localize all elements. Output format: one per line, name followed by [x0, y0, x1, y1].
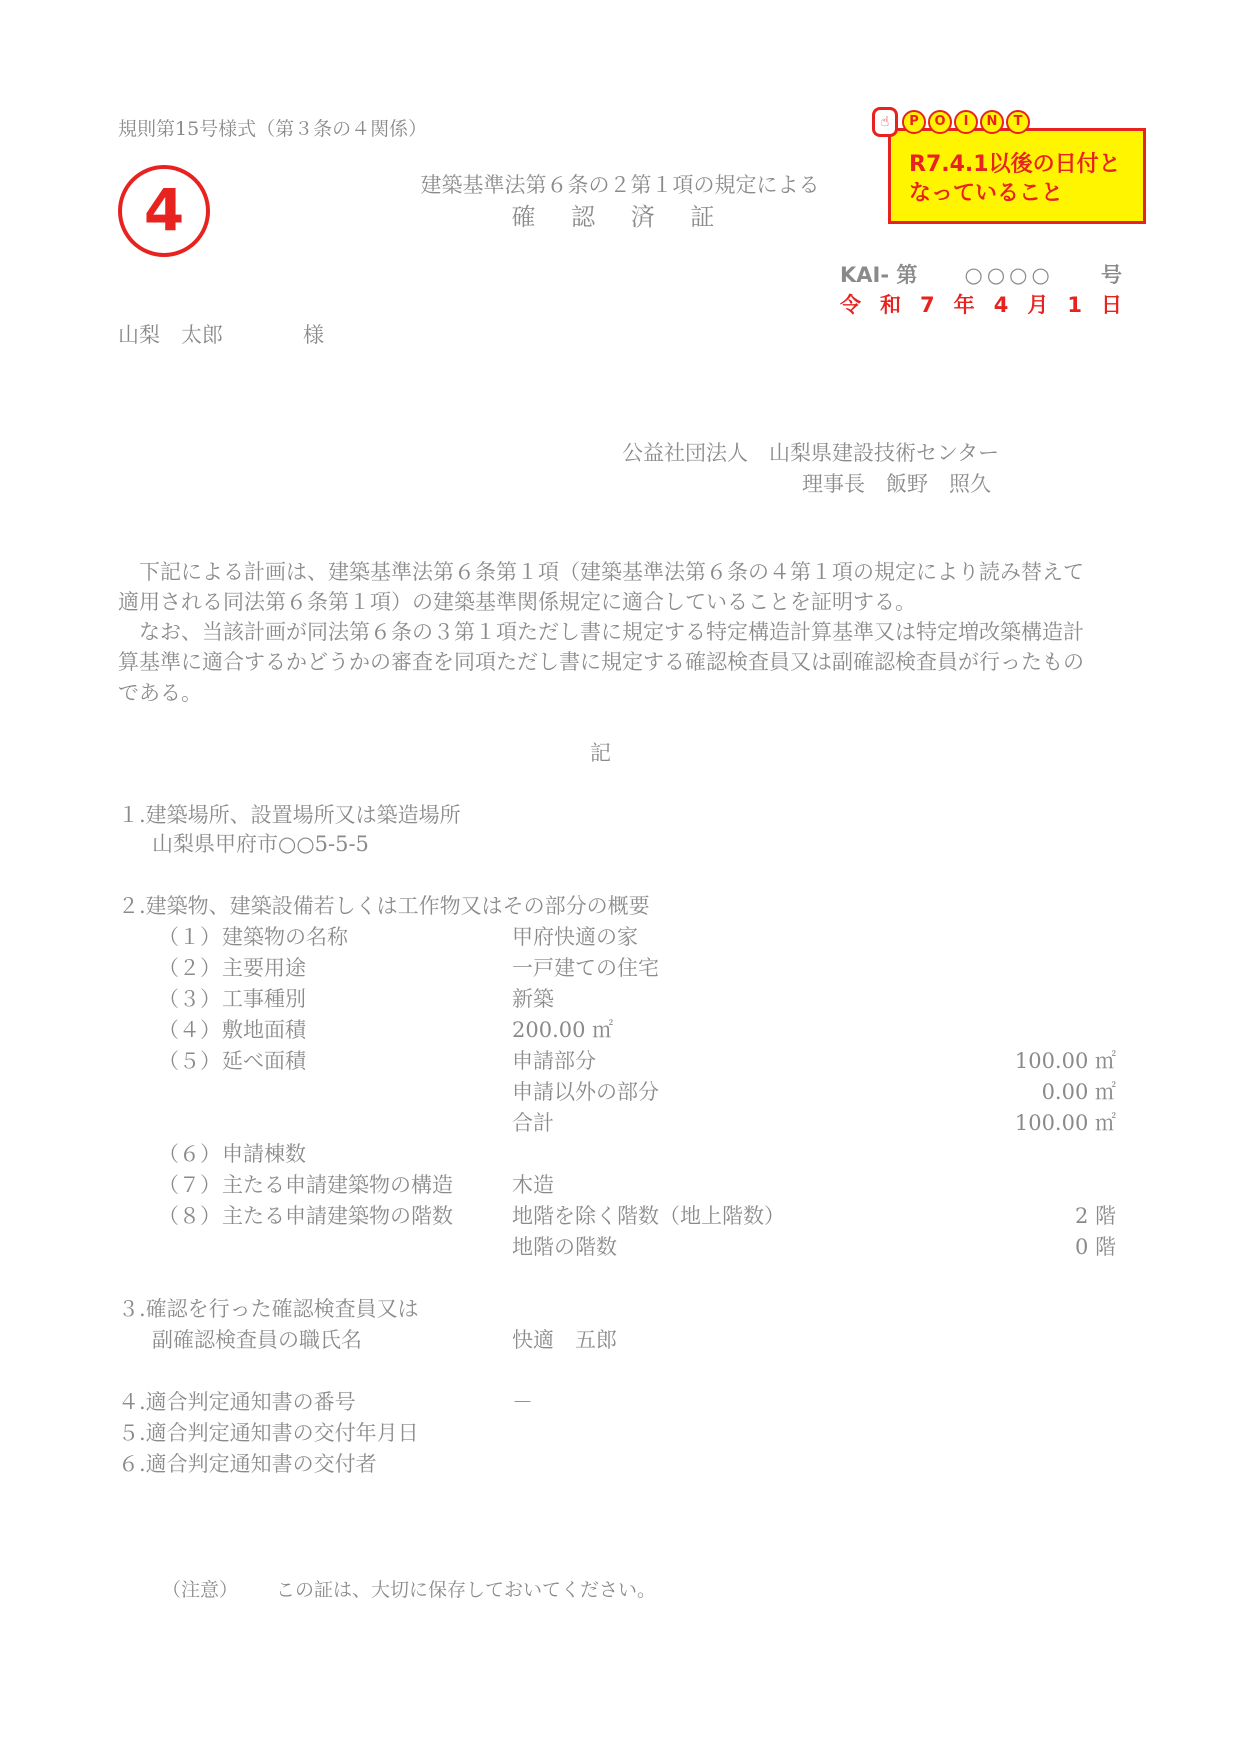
note-label: （注意） — [162, 1579, 239, 1601]
note — [162, 1578, 656, 1603]
title-subline: 建築基準法第６条の２第１項の規定による — [420, 173, 820, 197]
section3-heading: ３.確認を行った確認検査員又は — [118, 1297, 419, 1321]
date-day-unit: 日 — [1100, 293, 1122, 317]
point-callout-text — [909, 151, 1121, 208]
item-number: （５） — [158, 1049, 221, 1073]
date-year-unit: 年 — [953, 293, 975, 317]
point-label — [872, 108, 1030, 136]
item-value: 申請以外の部分 — [512, 1080, 659, 1104]
page-title: 確 認 済 証 — [511, 203, 729, 231]
item-value: 甲府快適の家 — [512, 925, 638, 949]
item-right-value: 0 階 — [1074, 1235, 1116, 1259]
section3-value: 快適 五郎 — [512, 1328, 617, 1352]
item-value: 地階の階数 — [512, 1235, 617, 1259]
point-callout — [888, 128, 1146, 224]
item-label: 主たる申請建築物の構造 — [222, 1173, 453, 1197]
point-letter: T — [1006, 110, 1030, 134]
item-right-value: 2 階 — [1074, 1204, 1116, 1228]
body-paragraph-1: 下記による計画は、建築基準法第６条第１項（建築基準法第６条の４第１項の規定により読み替えて適用される同法第６条第１項）の建築基準関係規定に適合していることを証明する。 — [118, 560, 1084, 615]
addressee-honorific: 様 — [303, 323, 324, 347]
section4-heading: ４.適合判定通知書の番号 — [118, 1390, 356, 1414]
issuer-chief: 理事長 飯野 照久 — [802, 472, 991, 496]
body-paragraph-2: なお、当該計画が同法第６条の３第１項ただし書に規定する特定構造計算基準又は特定増改築構造計算基準に適合するかどうかの審査を同項ただし書に規定する確認検査員又は副確認検査員が行ったものである。 — [118, 620, 1084, 705]
date-month: 4 — [993, 293, 1009, 317]
point-letter: I — [954, 110, 978, 134]
item-value: 合計 — [512, 1111, 554, 1135]
item-label: 主たる申請建築物の階数 — [222, 1204, 453, 1228]
item-label: 敷地面積 — [222, 1018, 306, 1042]
item-number: （６） — [158, 1142, 221, 1166]
cert-number-prefix: KAI- 第 — [840, 263, 918, 287]
item-right-value: 0.00 ㎡ — [1041, 1080, 1116, 1104]
point-callout-line2: なっていること — [909, 180, 1064, 206]
item-value: 新築 — [512, 987, 554, 1011]
certificate-number — [840, 262, 1122, 289]
date-era: 令 — [840, 293, 861, 317]
item-right-value: 100.00 ㎡ — [1014, 1049, 1116, 1073]
date-day: 1 — [1067, 293, 1082, 317]
item-label: 延べ面積 — [222, 1049, 306, 1073]
section3-heading-line2: 副確認検査員の職氏名 — [152, 1328, 362, 1352]
item-number: （３） — [158, 987, 221, 1011]
item-number: （２） — [158, 956, 221, 980]
section5-heading: ５.適合判定通知書の交付年月日 — [118, 1421, 419, 1445]
note-text: この証は、大切に保存しておいてください。 — [276, 1579, 657, 1601]
section2-heading: ２.建築物、建築設備若しくは工作物又はその部分の概要 — [118, 894, 650, 918]
form-number: 規則第15号様式（第３条の４関係） — [118, 118, 428, 140]
cert-number-suffix: 号 — [1100, 263, 1122, 287]
date-month-unit: 月 — [1027, 293, 1049, 317]
item-label: 工事種別 — [222, 987, 306, 1011]
item-number: （８） — [158, 1204, 221, 1228]
section4-value: － — [512, 1390, 533, 1414]
item-value: 地階を除く階数（地上階数） — [512, 1204, 785, 1228]
date-era: 和 — [880, 293, 902, 317]
cert-number-value: ○○○○ — [964, 263, 1054, 287]
item-value: 200.00 ㎡ — [512, 1018, 614, 1042]
point-callout-line1: R7.4.1以後の日付と — [909, 152, 1121, 177]
section1-value: 山梨県甲府市○○5-5-5 — [152, 832, 369, 856]
item-value: 申請部分 — [512, 1049, 596, 1073]
item-label: 申請棟数 — [222, 1142, 306, 1166]
item-number: （１） — [158, 925, 221, 949]
ki-heading: 記 — [590, 741, 611, 765]
issue-date — [840, 292, 1122, 319]
point-letter: N — [980, 110, 1004, 134]
document-number-badge: 4 — [118, 165, 210, 257]
section6-heading: ６.適合判定通知書の交付者 — [118, 1452, 377, 1476]
point-letter: O — [928, 110, 952, 134]
item-value: 一戸建ての住宅 — [512, 956, 659, 980]
pointing-hand-icon: ☝ — [872, 107, 898, 137]
addressee-name: 山梨 太郎 — [118, 323, 223, 347]
item-number: （７） — [158, 1173, 221, 1197]
point-letter: P — [902, 110, 926, 134]
issuer-organization: 公益社団法人 山梨県建設技術センター — [622, 441, 1000, 465]
item-value: 木造 — [512, 1173, 554, 1197]
section1-heading: １.建築場所、設置場所又は築造場所 — [118, 803, 461, 827]
date-year: 7 — [920, 293, 935, 317]
item-right-value: 100.00 ㎡ — [1014, 1111, 1116, 1135]
item-number: （４） — [158, 1018, 221, 1042]
addressee — [118, 322, 324, 349]
item-label: 主要用途 — [222, 956, 306, 980]
item-label: 建築物の名称 — [222, 925, 348, 949]
